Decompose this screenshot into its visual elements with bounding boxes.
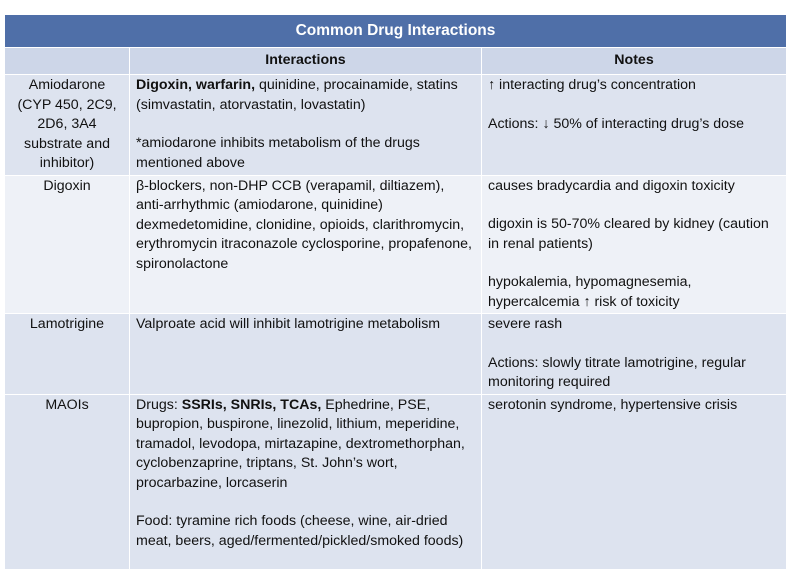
note-line: causes bradycardia and digoxin toxicity — [488, 177, 735, 194]
notes-cell — [482, 175, 787, 314]
drug-cell: Lamotrigine — [5, 314, 130, 395]
notes-cell — [482, 314, 787, 395]
drug-cell: Digoxin — [5, 175, 130, 314]
interactions-cell: β-blockers, non-DHP CCB (verapamil, diltiazem), anti-arrhythmic (amiodarone, quinidine) dexmedetomidine, clonidine, opioids, clarithromycin, erythromycin itraconazole cyclosporine, propafenone, spironolactone — [130, 175, 482, 314]
table-row-maois — [5, 394, 787, 569]
drug-interactions-table — [4, 14, 787, 570]
interactions-cell — [130, 75, 482, 176]
table-row-lamotrigine — [5, 314, 787, 395]
note-line: ↑ interacting drug’s concentration — [488, 77, 696, 93]
title-row — [5, 15, 787, 48]
drug-cell: Amiodarone (CYP 450, 2C9, 2D6, 3A4 substrate and inhibitor) — [5, 75, 130, 176]
note-line: hypokalemia, hypomagnesemia, hypercalcemia ↑ risk of toxicity — [488, 274, 692, 310]
interactions-note: *amiodarone inhibits metabolism of the drugs mentioned above — [136, 135, 420, 171]
note-line: Actions: ↓ 50% of interacting drug’s dose — [488, 115, 745, 132]
table-row-digoxin — [5, 175, 787, 314]
interactions-prefix: Drugs: — [136, 396, 182, 413]
drug-cell: MAOIs — [5, 394, 130, 569]
header-interactions: Interactions — [130, 48, 482, 75]
table-row-amiodarone — [5, 75, 787, 176]
interactions-bold: Digoxin, warfarin, — [136, 77, 256, 93]
interactions-text: quinidine, procainamide, statins (simvastatin, atorvastatin, lovastatin) — [136, 77, 458, 113]
interactions-bold: SSRIs, SNRIs, TCAs, — [181, 396, 322, 413]
header-drug — [5, 48, 130, 75]
notes-cell — [482, 75, 787, 176]
interactions-cell: Valproate acid will inhibit lamotrigine metabolism — [130, 314, 482, 395]
notes-cell: serotonin syndrome, hypertensive crisis — [482, 394, 787, 569]
header-row — [5, 48, 787, 75]
note-line: severe rash — [488, 316, 563, 332]
note-line: Actions: slowly titrate lamotrigine, regular monitoring required — [488, 354, 746, 390]
interactions-food: Food: tyramine rich foods (cheese, wine, air-dried meat, beers, aged/fermented/pickled/smoked foods) — [136, 513, 464, 549]
interactions-text: Ephedrine, PSE, bupropion, buspirone, linezolid, lithium, meperidine, tramadol, levodopa, mirtazapine, dextromethorphan, cyclobenzaprine, triptans, St. John’s wort, procarbazine, lorcaserin — [136, 396, 465, 491]
note-line: digoxin is 50-70% cleared by kidney (caution in renal patients) — [488, 216, 769, 252]
interactions-cell — [130, 394, 482, 569]
table-title: Common Drug Interactions — [5, 15, 787, 48]
header-notes: Notes — [482, 48, 787, 75]
